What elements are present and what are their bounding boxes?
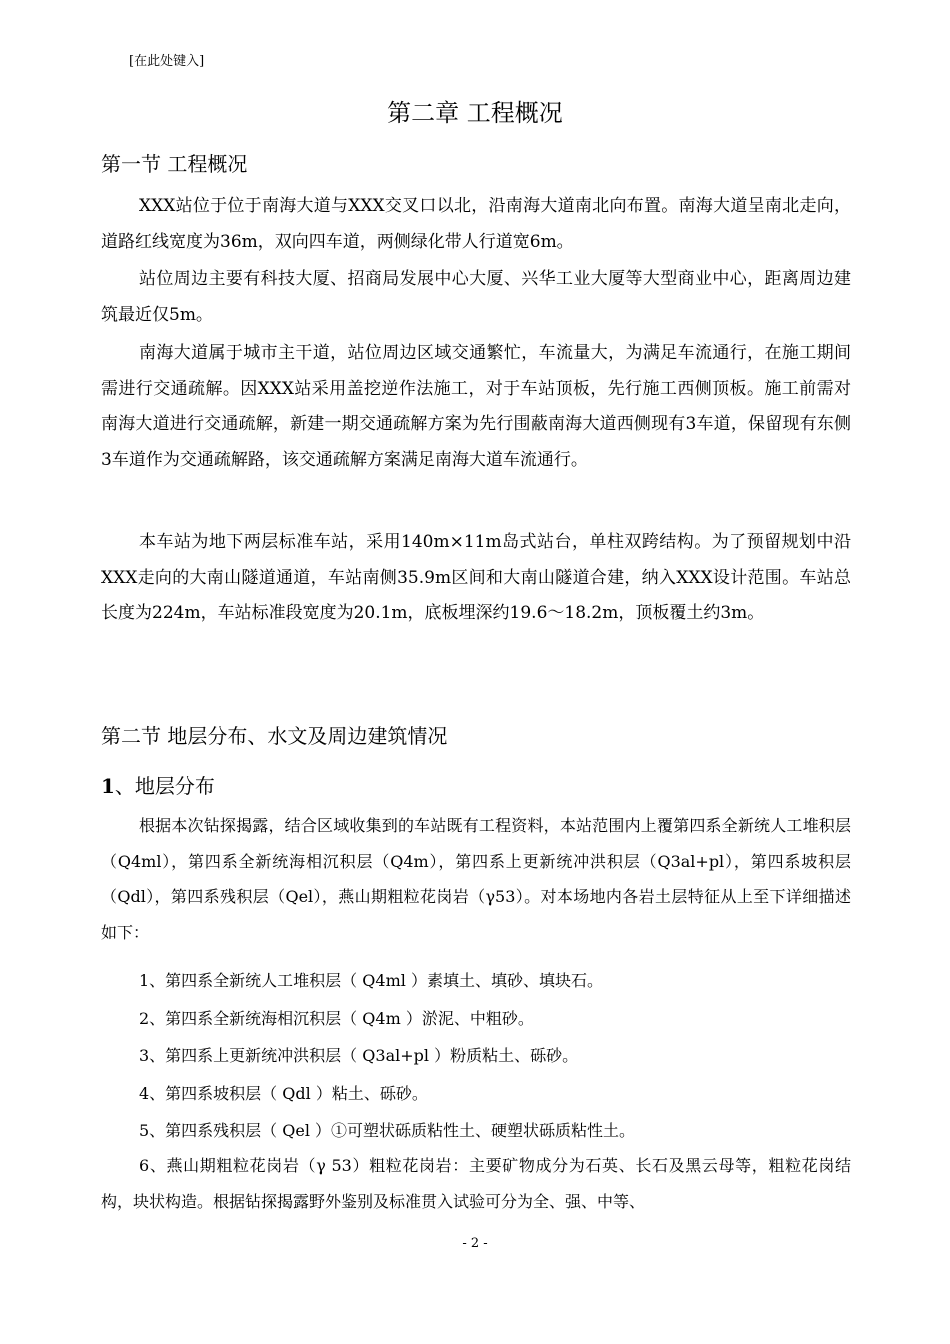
subsection-1-text: 、地层分布: [114, 774, 215, 798]
strata-item-5: 5、第四系残积层（ Qel ）①可塑状砾质粘性土、硬塑状砾质粘性土。: [139, 1121, 636, 1140]
paragraph-1: XXX站位于位于南海大道与XXX交叉口以北，沿南海大道南北向布置。南海大道呈南北走向，道路红线宽度为36m，双向四车道，两侧绿化带人行道宽6m。: [101, 196, 851, 252]
strata-item-1: 1、第四系全新统人工堆积层（ Q4ml ）素填土、填砂、填块石。: [139, 971, 603, 990]
strata-item-4: 4、第四系坡积层（ Qdl ）粘土、砾砂。: [139, 1084, 428, 1103]
chapter-title: 第二章 工程概况: [387, 99, 563, 127]
subsection-1-title: [101, 770, 215, 799]
page-header: [在此处键入]: [129, 54, 205, 69]
page-number: - 2 -: [462, 1236, 488, 1251]
paragraph-2: 站位周边主要有科技大厦、招商局发展中心大厦、兴华工业大厦等大型商业中心，距离周边建筑最近仅5m。: [101, 269, 851, 325]
paragraph-3: 南海大道属于城市主干道，站位周边区域交通繁忙，车流量大，为满足车流通行，在施工期间需进行交通疏解。因XXX站采用盖挖逆作法施工，对于车站顶板，先行施工西侧顶板。施工前需对南海大道进行交通疏解，新建一期交通疏解方案为先行围蔽南海大道西侧现有3车道，保留现有东侧3车道作为交通疏解路，该交通疏解方案满足南海大道车流通行。: [101, 343, 851, 470]
paragraph-4: 本车站为地下两层标准车站，采用140m×11m岛式站台，单柱双跨结构。为了预留规划中沿XXX走向的大南山隧道通道，车站南侧35.9m区间和大南山隧道合建，纳入XXX设计范围。车站总长度为224m，车站标准段宽度为20.1m，底板埋深约19.6～18.2m，顶板覆土约3m。: [101, 532, 851, 624]
strata-item-3: 3、第四系上更新统冲洪积层（ Q3al+pl ）粉质粘土、砾砂。: [139, 1046, 579, 1065]
strata-intro: 根据本次钻探揭露，结合区域收集到的车站既有工程资料，本站范围内上覆第四系全新统人工堆积层（Q4ml），第四系全新统海相沉积层（Q4m），第四系上更新统冲洪积层（Q3al+pl），第四系坡积层（Qdl），第四系残积层（Qel），燕山期粗粒花岗岩（γ53）。对本场地内各岩土层特征从上至下详细描述如下：: [101, 816, 851, 942]
strata-item-2: 2、第四系全新统海相沉积层（ Q4m ）淤泥、中粗砂。: [139, 1009, 534, 1028]
section-1-title: 第一节 工程概况: [101, 152, 248, 176]
strata-item-6: 6、燕山期粗粒花岗岩（γ 53）粗粒花岗岩：主要矿物成分为石英、长石及黑云母等，粗粒花岗结构，块状构造。根据钻探揭露野外鉴别及标准贯入试验可分为全、强、中等、: [101, 1156, 851, 1211]
section-2-title: 第二节 地层分布、水文及周边建筑情况: [101, 724, 448, 748]
subsection-1-number: 1: [101, 774, 115, 798]
